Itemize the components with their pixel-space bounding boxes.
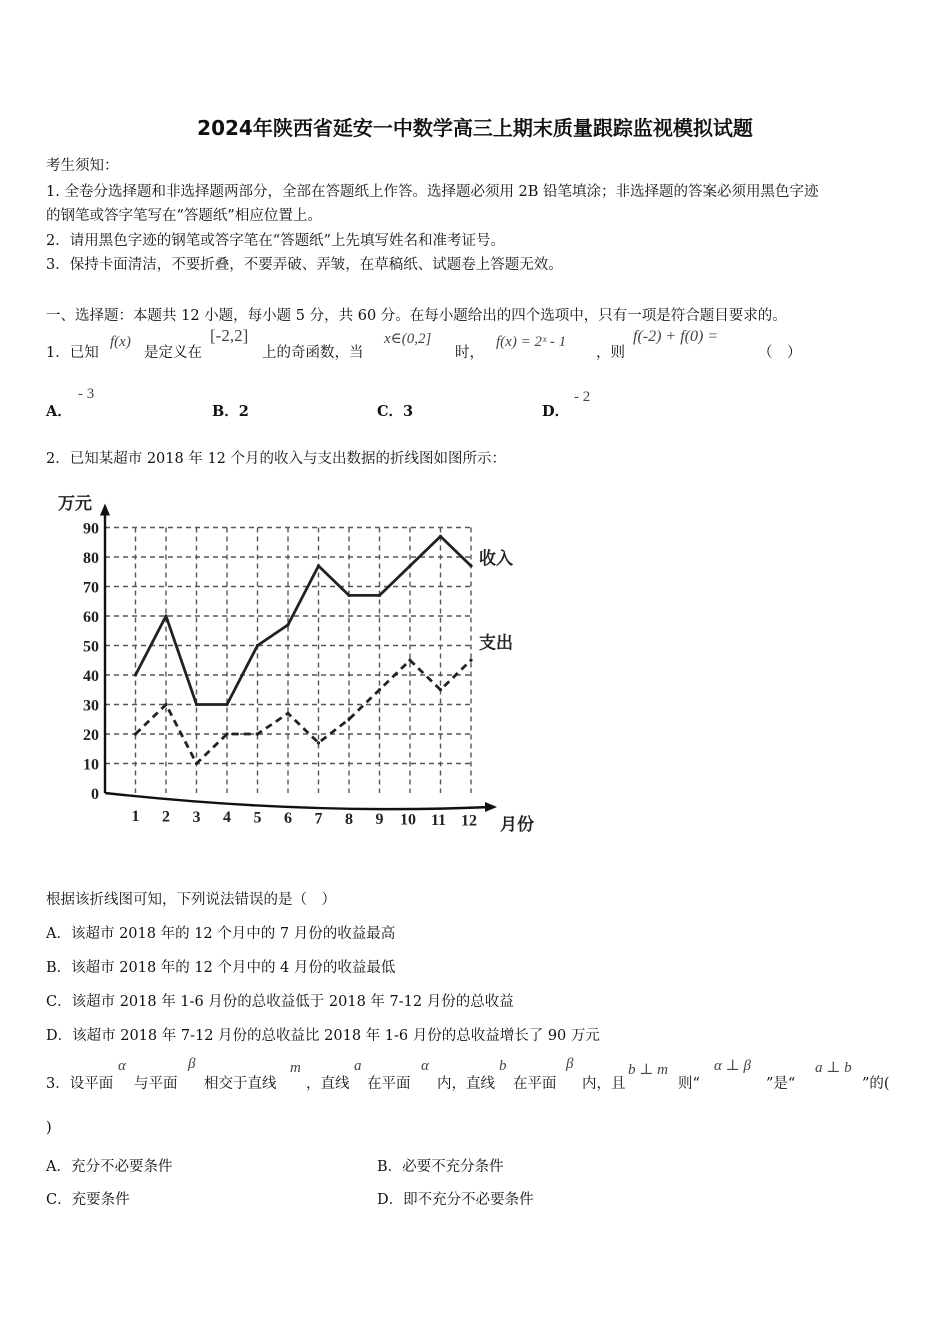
q1-text-1: 1．已知 <box>46 345 99 361</box>
q3-text-6: 内，直线 <box>437 1076 495 1092</box>
expense-point <box>225 732 228 735</box>
expense-point <box>439 688 442 691</box>
q3-text-5: 在平面 <box>367 1076 411 1092</box>
chart-series <box>134 535 513 765</box>
x-tick-label: 6 <box>284 810 292 827</box>
q3-text-4: ，直线 <box>306 1076 350 1092</box>
income-point <box>317 564 320 567</box>
x-tick-label: 2 <box>162 808 170 826</box>
y-tick-label: 0 <box>91 786 99 803</box>
q1-option-b: B．2 <box>212 403 249 420</box>
q2-option-a: A．该超市 2018 年的 12 个月中的 7 月份的收益最高 <box>46 926 396 942</box>
q3-b: b <box>499 1058 507 1074</box>
expense-point <box>286 712 289 715</box>
x-tick-label: 8 <box>345 810 353 828</box>
q3-m: m <box>290 1060 301 1076</box>
q1-option-a-value: - 3 <box>78 386 95 402</box>
income-point <box>225 703 228 706</box>
q2-stem: 2．已知某超市 2018 年 12 个月的收入与支出数据的折线图如图所示： <box>46 451 507 467</box>
q3-alpha-1: α <box>118 1058 126 1074</box>
q1-paren: （ ） <box>758 345 802 361</box>
q3-option-b: B．必要不充分条件 <box>377 1159 504 1175</box>
q3-alpha-2: α <box>421 1058 429 1074</box>
expense-point <box>408 659 411 662</box>
q3-text-11: ”的( <box>862 1076 890 1092</box>
q1-text-5: ，则 <box>596 345 625 361</box>
q3-a: a <box>354 1058 362 1074</box>
expense-point <box>134 732 137 735</box>
q1-text-2: 是定义在 <box>144 345 202 361</box>
expense-point <box>469 659 472 662</box>
q3-alpha-perp-beta: α ⊥ β <box>714 1058 751 1074</box>
q1-condition: x∈(0,2] <box>384 331 432 347</box>
y-tick-label: 10 <box>83 756 99 774</box>
y-axis-arrow <box>100 504 110 516</box>
income-point <box>469 564 472 567</box>
x-tick-label: 4 <box>223 809 231 827</box>
y-tick-label: 70 <box>83 579 99 597</box>
q3-beta-2: β <box>566 1056 574 1072</box>
y-tick-label: 40 <box>83 668 99 685</box>
income-point <box>195 703 198 706</box>
x-tick-labels <box>132 808 478 829</box>
income-point <box>408 564 411 567</box>
income-point <box>134 673 137 676</box>
notice-line-1: 1. 全卷分选择题和非选择题两部分，全部在答题纸上作答。选择题必须用 2B 铅笔填涂；非选择题的答案必须用黑色字迹 <box>46 184 819 200</box>
expense-point <box>317 741 320 744</box>
y-tick-label: 60 <box>83 609 99 626</box>
x-tick-label: 3 <box>192 808 201 826</box>
q2-option-c: C．该超市 2018 年 1-6 月份的总收益低于 2018 年 7-12 月份的总收益 <box>46 994 514 1010</box>
income-series-label: 收入 <box>479 548 513 568</box>
income-point <box>439 535 442 538</box>
x-tick-label: 5 <box>253 809 262 827</box>
x-tick-label: 7 <box>314 810 323 828</box>
q3-text-9: 则“ <box>678 1076 700 1092</box>
expense-series-label: 支出 <box>479 633 513 653</box>
q3-text-8: 内，且 <box>582 1076 626 1092</box>
y-tick-label: 20 <box>83 727 99 744</box>
q1-text-4: 时， <box>455 345 484 361</box>
q1-expression: f(-2) + f(0) = <box>633 328 719 345</box>
notice-line-2: 2．请用黑色字迹的钢笔或答字笔在“答题纸”上先填写姓名和准考证号。 <box>46 233 506 249</box>
x-tick-label: 11 <box>430 812 447 829</box>
expense-point <box>378 688 381 691</box>
expense-point <box>164 703 167 706</box>
y-tick-label: 80 <box>83 550 99 567</box>
chart-grid <box>105 528 471 794</box>
q1-fx: f(x) <box>110 334 131 350</box>
q2-ask: 根据该折线图可知，下列说法错误的是（ ） <box>46 892 336 908</box>
q3-beta-1: β <box>188 1056 196 1072</box>
income-point <box>378 594 381 597</box>
expense-point <box>256 732 259 735</box>
x-axis-arrow <box>485 802 497 812</box>
notice-heading: 考生须知： <box>46 158 119 174</box>
q3-text-3: 相交于直线 <box>204 1076 277 1092</box>
q3-option-c: C．充要条件 <box>46 1192 130 1208</box>
q1-option-d-label: D． <box>542 403 570 420</box>
x-tick-label: 12 <box>461 812 477 830</box>
income-line <box>136 536 472 704</box>
q2-option-b: B．该超市 2018 年的 12 个月中的 4 月份的收益最低 <box>46 960 396 976</box>
q3-text-7: 在平面 <box>513 1076 557 1092</box>
expense-point <box>347 718 350 721</box>
x-tick-label: 1 <box>131 808 140 825</box>
page-title: 2024年陕西省延安一中数学高三上期末质量跟踪监视模拟试题 <box>197 116 753 140</box>
q3-text-2: 与平面 <box>134 1076 178 1092</box>
x-tick-label: 9 <box>375 811 384 829</box>
income-point <box>347 594 350 597</box>
x-axis-label: 月份 <box>500 815 534 834</box>
q3-close-paren: ) <box>46 1120 52 1136</box>
q1-option-d-value: - 2 <box>574 389 591 405</box>
x-axis <box>105 793 491 809</box>
q1-option-a-label: A． <box>46 403 72 420</box>
expense-point <box>195 762 198 765</box>
section-heading: 一、选择题：本题共 12 小题，每小题 5 分，共 60 分。在每小题给出的四个选项中，只有一项是符合题目要求的。 <box>46 308 787 324</box>
y-tick-labels <box>83 521 99 804</box>
q3-option-a: A．充分不必要条件 <box>46 1159 173 1175</box>
y-tick-label: 50 <box>83 638 99 656</box>
q3-text-1: 3．设平面 <box>46 1076 114 1092</box>
q1-interval: [-2,2] <box>210 326 249 345</box>
q3-a-perp-b: a ⊥ b <box>815 1060 852 1076</box>
q3-text-10: ”是“ <box>766 1076 796 1092</box>
income-expense-chart <box>50 485 550 845</box>
income-point <box>256 644 259 647</box>
notice-line-1b: 的钢笔或答字笔写在“答题纸”相应位置上。 <box>46 208 322 224</box>
y-tick-label: 90 <box>83 520 99 538</box>
income-point <box>164 614 167 617</box>
y-tick-label: 30 <box>83 697 99 715</box>
q3-b-perp-m: b ⊥ m <box>628 1062 668 1078</box>
q2-option-d: D．该超市 2018 年 7-12 月份的总收益比 2018 年 1-6 月份的总收益增长了 90 万元 <box>46 1028 600 1044</box>
q1-text-3: 上的奇函数，当 <box>262 345 364 361</box>
y-axis-label: 万元 <box>58 494 92 513</box>
q3-option-d: D．即不充分不必要条件 <box>377 1192 534 1208</box>
notice-line-3: 3．保持卡面清洁，不要折叠，不要弄破、弄皱，在草稿纸、试题卷上答题无效。 <box>46 257 563 273</box>
x-tick-label: 10 <box>400 811 416 829</box>
income-point <box>286 623 289 626</box>
q1-option-c: C．3 <box>377 403 414 420</box>
q1-function: f(x) = 2ˣ - 1 <box>496 334 567 350</box>
chart-axes <box>100 504 497 813</box>
